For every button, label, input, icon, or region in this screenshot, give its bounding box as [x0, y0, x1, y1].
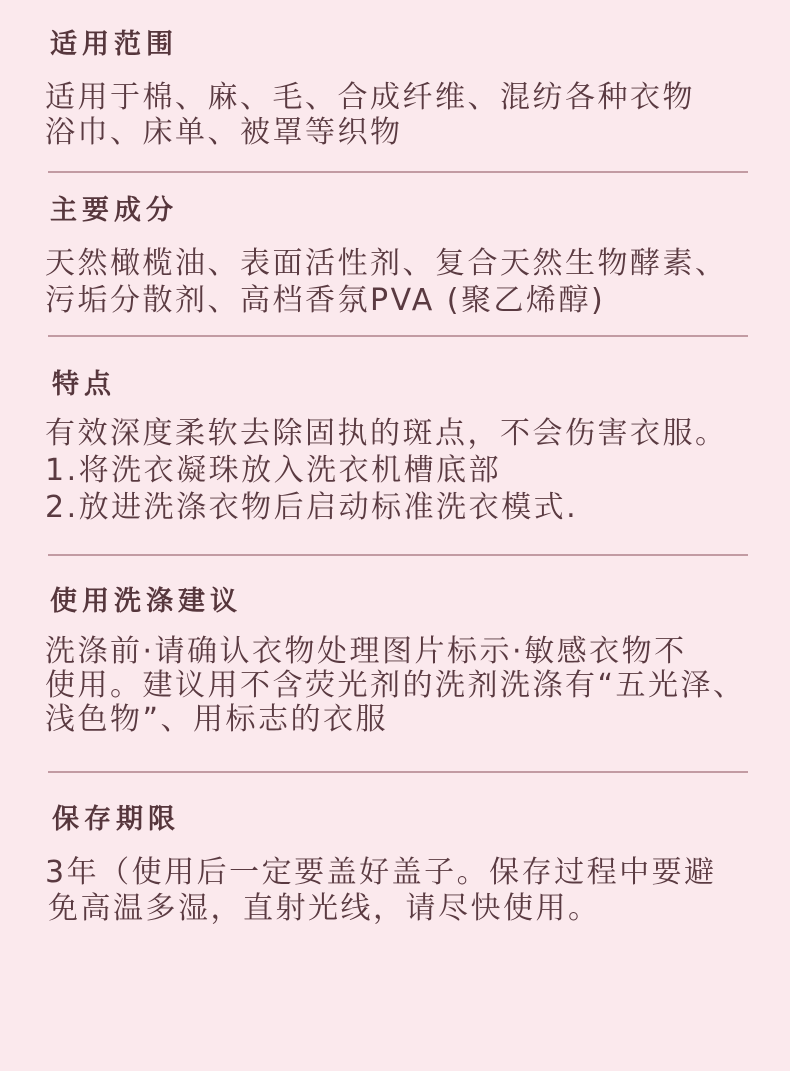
body-line: 污垢分散剂、高档香氛PVA (聚乙烯醇) — [45, 283, 606, 318]
section-divider — [48, 171, 748, 173]
body-line: 2.放进洗涤衣物后启动标准洗衣模式. — [45, 490, 579, 525]
section-body-features — [45, 415, 728, 526]
body-line: 天然橄榄油、表面活性剂、复合天然生物酵素、 — [45, 246, 728, 281]
section-heading-washing-advice: 使用洗涤建议 — [50, 586, 242, 617]
section-divider — [48, 335, 748, 337]
body-line: 浅色物”、用标志的衣服 — [45, 702, 389, 737]
section-body-ingredients — [45, 245, 728, 319]
body-line: 适用于棉、麻、毛、合成纤维、混纺各种衣物 — [45, 80, 695, 115]
section-divider — [48, 554, 748, 556]
body-line: 浴巾、床单、被罩等织物 — [45, 115, 403, 150]
body-line: 1.将洗衣凝珠放入洗衣机槽底部 — [45, 453, 502, 488]
section-body-scope — [45, 80, 695, 150]
section-body-shelf-life — [45, 855, 717, 927]
section-divider — [48, 771, 748, 773]
section-body-washing-advice — [45, 635, 746, 737]
body-line: 3年（使用后一定要盖好盖子。保存过程中要避 — [45, 855, 717, 890]
section-heading-features: 特点 — [52, 369, 116, 400]
body-line: 有效深度柔软去除固执的斑点，不会伤害衣服。 — [45, 416, 728, 451]
section-heading-scope: 适用范围 — [50, 29, 178, 60]
body-line: 免高温多湿，直射光线，请尽快使用。 — [48, 891, 601, 926]
section-heading-ingredients: 主要成分 — [50, 195, 178, 226]
body-line: 洗涤前·请确认衣物处理图片标示·敏感衣物不 — [45, 634, 687, 669]
body-line: 使用。建议用不含荧光剂的洗剂洗涤有“五光泽、 — [45, 668, 746, 703]
section-heading-shelf-life: 保存期限 — [52, 804, 180, 835]
